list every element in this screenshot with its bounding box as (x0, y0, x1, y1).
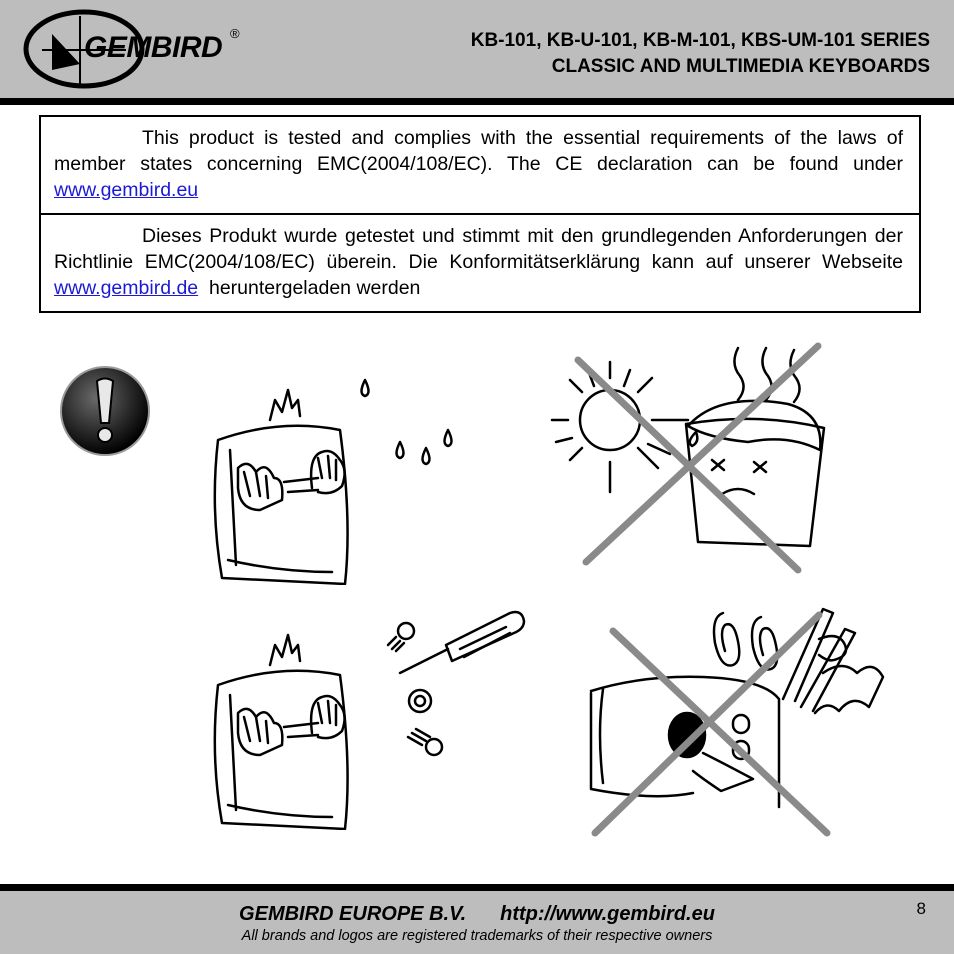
notice-english-text: This product is tested and complies with the essential requirements of the laws of member states concerning EMC(2004/108/EC). The CE declaration can be found under (54, 127, 903, 175)
footer-company-line (0, 903, 954, 926)
notice-german (41, 215, 919, 311)
header-divider (0, 98, 954, 105)
page-number: 8 (916, 899, 926, 918)
series-models: KB-101, KB-U-101, KB-M-101, KBS-UM-101 SERIES (470, 30, 930, 51)
page-footer (0, 891, 954, 954)
paperclip-nails-illustration (583, 603, 895, 843)
registered-mark: ® (230, 26, 240, 41)
water-drops-illustration (200, 360, 470, 585)
company-name: GEMBIRD EUROPE B.V. (239, 903, 467, 925)
notice-german-suffix: heruntergeladen werden (198, 277, 421, 299)
screwdriver-illustration (200, 605, 530, 830)
notice-german-text: Dieses Produkt wurde getestet und stimmt mit den grundlegenden Anforderungen der Richtlinie EMC(2004/108/EC) überein. Die Konformitätserklärung kann auf unserer Webseite (54, 225, 903, 273)
brand-name: GEMBIRD (84, 31, 223, 64)
notice-english (41, 117, 919, 213)
gembird-de-link[interactable]: www.gembird.de (54, 277, 199, 299)
exclamation-warning-icon (59, 365, 151, 457)
gembird-eu-link[interactable]: www.gembird.eu (54, 179, 199, 201)
series-title (471, 28, 930, 80)
series-description: CLASSIC AND MULTIMEDIA KEYBOARDS (551, 56, 930, 77)
compliance-notice (39, 115, 921, 313)
trademark-note: All brands and logos are registered trademarks of their respective owners (241, 928, 713, 944)
footer-divider (0, 884, 954, 891)
sun-heat-illustration (548, 342, 838, 577)
company-url: http://www.gembird.eu (500, 903, 715, 925)
page-header (0, 0, 954, 98)
